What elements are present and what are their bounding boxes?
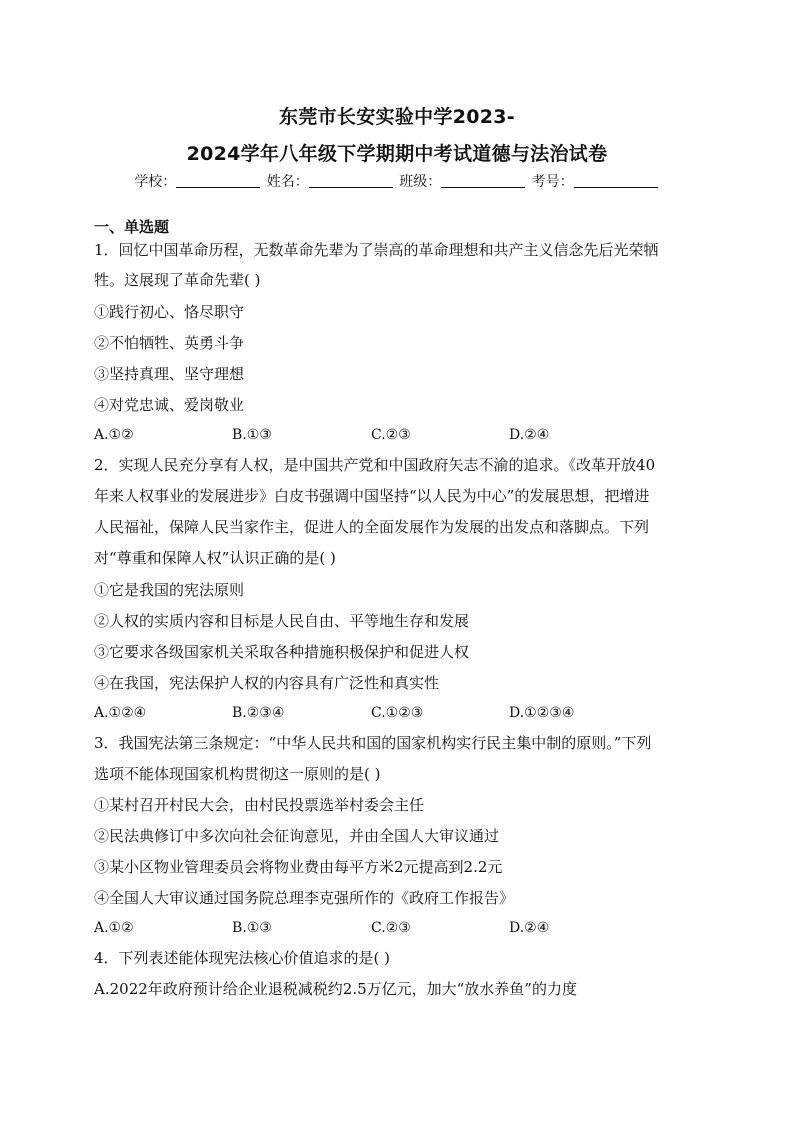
section-title: 一、单选题 (94, 218, 170, 236)
info-label-school: 学校： (134, 174, 177, 190)
question-1-option-d[interactable]: D.②④ (509, 427, 550, 443)
question-2-item-3: ③它要求各级国家机关采取各种措施积极保护和促进人权 (94, 643, 470, 661)
info-blank-number[interactable] (574, 173, 658, 188)
exam-title-line2: 2024学年八年级下学期期中考试道德与法治试卷 (186, 143, 608, 165)
question-3-options (94, 918, 704, 938)
question-3-item-3: ③某小区物业管理委员会将物业费由每平方米2元提高到2.2元 (94, 858, 503, 876)
question-3-option-b[interactable]: B.①③ (232, 920, 272, 936)
question-2-option-c[interactable]: C.①②③ (371, 705, 424, 721)
info-blank-name[interactable] (309, 173, 393, 188)
question-2-option-d[interactable]: D.①②③④ (509, 705, 575, 721)
question-1-options (94, 425, 704, 445)
student-info-row (0, 171, 794, 191)
info-blank-school[interactable] (176, 173, 260, 188)
question-1-item-4: ④对党忠诚、爱岗敬业 (94, 396, 245, 414)
question-2-line-3: 人民福祉，保障人民当家作主，促进人的全面发展作为发展的出发点和落脚点。下列 (94, 518, 650, 536)
question-2-options (94, 703, 704, 723)
question-3-line-1: 3．我国宪法第三条规定：“中华人民共和国的国家机构实行民主集中制的原则。”下列 (94, 734, 652, 752)
question-3-item-1: ①某村召开村民大会，由村民投票选举村委会主任 (94, 796, 425, 814)
info-label-name: 姓名： (266, 174, 309, 190)
question-1-line-2: 牲。这展现了革命先辈( ) (94, 271, 261, 289)
info-blank-class[interactable] (441, 173, 525, 188)
question-2-line-2: 年来人权事业的发展进步》白皮书强调中国坚持“以人民为中心”的发展思想，把增进 (94, 487, 650, 505)
question-2-item-1: ①它是我国的宪法原则 (94, 581, 245, 599)
question-3-option-c[interactable]: C.②③ (371, 920, 411, 936)
question-1-option-c[interactable]: C.②③ (371, 427, 411, 443)
question-4-option-a[interactable]: A.2022年政府预计给企业退税减税约2.5万亿元，加大“放水养鱼”的力度 (94, 980, 577, 998)
question-3-item-2: ②民法典修订中多次向社会征询意见，并由全国人大审议通过 (94, 827, 500, 845)
question-1-item-1: ①践行初心、恪尽职守 (94, 303, 245, 321)
question-1-option-a[interactable]: A.①② (94, 427, 134, 443)
question-2-line-4: 对“尊重和保障人权”认识正确的是( ) (94, 549, 336, 567)
question-4-line-1: 4．下列表述能体现宪法核心价值追求的是( ) (94, 949, 391, 967)
info-label-number: 考号： (531, 174, 574, 190)
question-1-item-3: ③坚持真理、坚守理想 (94, 365, 245, 383)
question-3-item-4: ④全国人大审议通过国务院总理李克强所作的《政府工作报告》 (94, 889, 515, 907)
question-3-option-a[interactable]: A.①② (94, 920, 134, 936)
info-label-class: 班级： (399, 174, 442, 190)
question-2-option-a[interactable]: A.①②④ (94, 705, 147, 721)
question-3-line-2: 选项不能体现国家机构贯彻这一原则的是( ) (94, 765, 381, 783)
question-1-option-b[interactable]: B.①③ (232, 427, 272, 443)
question-2-line-1: 2．实现人民充分享有人权，是中国共产党和中国政府矢志不渝的追求。《改革开放40 (94, 456, 656, 474)
question-1-item-2: ②不怕牺牲、英勇斗争 (94, 334, 245, 352)
question-2-option-b[interactable]: B.②③④ (232, 705, 285, 721)
question-1-line-1: 1．回忆中国革命历程，无数革命先辈为了崇高的革命理想和共产主义信念先后光荣牺 (94, 241, 659, 259)
question-3-option-d[interactable]: D.②④ (509, 920, 550, 936)
question-2-item-4: ④在我国，宪法保护人权的内容具有广泛性和真实性 (94, 674, 440, 692)
exam-title-line1: 东莞市长安实验中学2023- (279, 106, 515, 128)
question-2-item-2: ②人权的实质内容和目标是人民自由、平等地生存和发展 (94, 612, 470, 630)
